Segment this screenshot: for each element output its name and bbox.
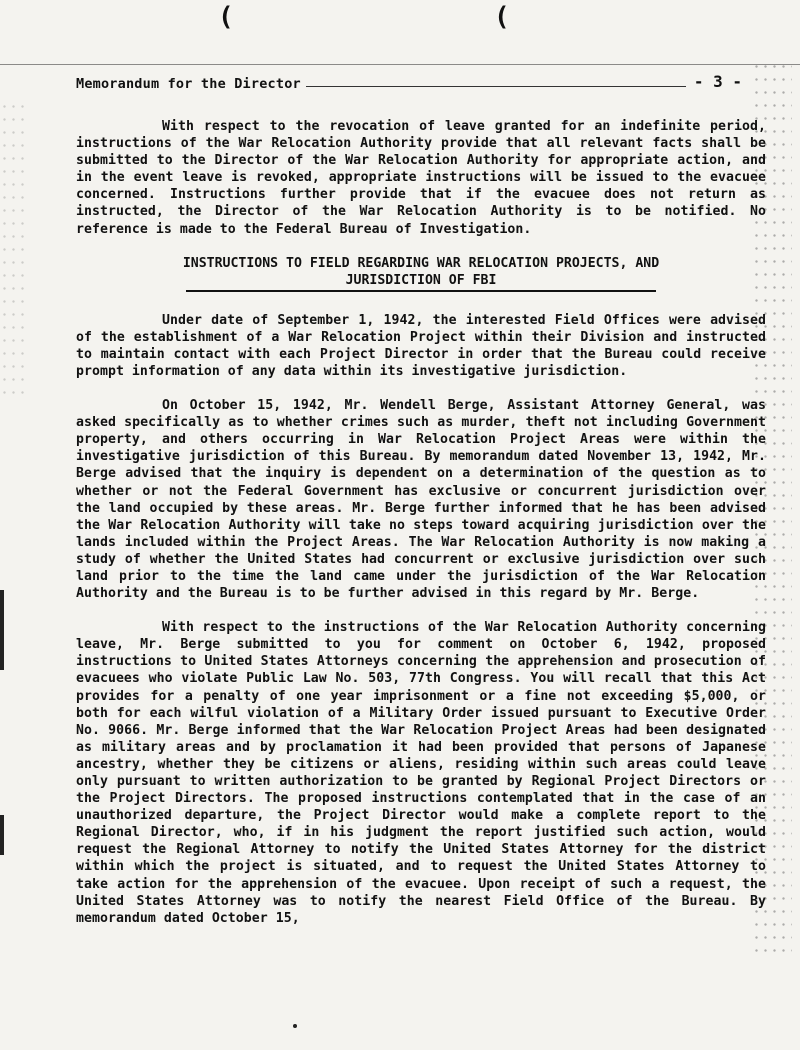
binder-mark xyxy=(0,590,4,670)
scan-line-top xyxy=(0,64,800,65)
memo-header xyxy=(76,72,766,96)
binder-mark-2 xyxy=(0,815,4,855)
paragraph-october: On October 15, 1942, Mr. Wendell Berge, Assistant Attorney General, was asked specifically as to whether crimes such as murder, theft not including Government property, and others occurring in War Relocation Project Areas were within the investigative jurisdiction of this Bureau. By memorandum dated November 13, 1942, Mr. Berge advised that the inquiry is dependent on a determination of the question as to whether or not the Federal Government has exclusive or concurrent jurisdiction over the land occupied by these areas. Mr. Berge further informed that he has been advised the War Relocation Authority will take no steps toward acquiring jurisdiction over the lands included within the Project Areas. The War Relocation Authority is now making a study of whether the United States had concurrent or exclusive jurisdiction over such land prior to the time the land came under the jurisdiction of the War Relocation Authority and the Bureau is to be further advised in this regard by Mr. Berge. xyxy=(76,398,766,602)
scan-noise-left xyxy=(0,100,28,400)
paragraph-revocation: With respect to the revocation of leave granted for an indefinite period, instructions of the War Relocation Authority provide that all relevant facts shall be submitted to the Director of the War Relocation Authority for appropriate action, and in the event leave is revoked, appropriate instructions will be issued to the evacuee concerned. Instructions further provide that if the evacuee does not return as instructed, the Director of the War Relocation Authority is to be notified. No reference is made to the Federal Bureau of Investigation. xyxy=(76,119,766,237)
speck xyxy=(293,1024,297,1028)
section-heading-line1: INSTRUCTIONS TO FIELD REGARDING WAR RELOCATION PROJECTS, AND xyxy=(182,255,660,271)
page-number: - 3 - xyxy=(693,72,742,91)
header-rule xyxy=(306,86,686,87)
paragraph-september: Under date of September 1, 1942, the interested Field Offices were advised of the establishment of a War Relocation Project within their Division and instructed to maintain contact with each Project Director in order that the Bureau could receive prompt information of any data within its investigative jurisdiction. xyxy=(76,312,766,379)
paragraph-leave-instructions: With respect to the instructions of the War Relocation Authority concerning leave, Mr. Berge submitted to you for comment on October 6, 1942, proposed instructions to United States Attorneys concerning the apprehension and prosecution of evacuees who violate Public Law No. 503, 77th Congress. You will recall that this Act provides for a penalty of one year imprisonment or a fine not exceeding $5,000, or both for each wilful violation of a Military Order issued pursuant to Executive Order No. 9066. Mr. Berge informed that the War Relocation Project Areas had been designated as military areas and by proclamation it had been provided that persons of Japanese ancestry, whether they be citizens or aliens, residing within such areas could leave only pursuant to written authorization to be granted by Regional Project Directors or the Project Directors. The proposed instructions contemplated that in the case of an unauthorized departure, the Project Director would make a complete report to the Regional Director, who, if in his judgment the report justified such action, would request the Regional Attorney to notify the United States Attorney for the district within which the project is situated, and to request the United States Attorney to take action for the apprehension of the evacuee. Upon receipt of such a request, the United States Attorney was to notify the nearest Field Office of the Bureau. By memorandum dated October 15, xyxy=(76,620,766,926)
punch-mark-left: ( xyxy=(218,2,234,32)
memo-body xyxy=(76,118,766,944)
punch-mark-right: ( xyxy=(494,2,510,32)
section-heading xyxy=(76,255,766,292)
section-heading-line2: JURISDICTION OF FBI xyxy=(186,272,657,292)
memo-title: Memorandum for the Director xyxy=(76,76,301,92)
